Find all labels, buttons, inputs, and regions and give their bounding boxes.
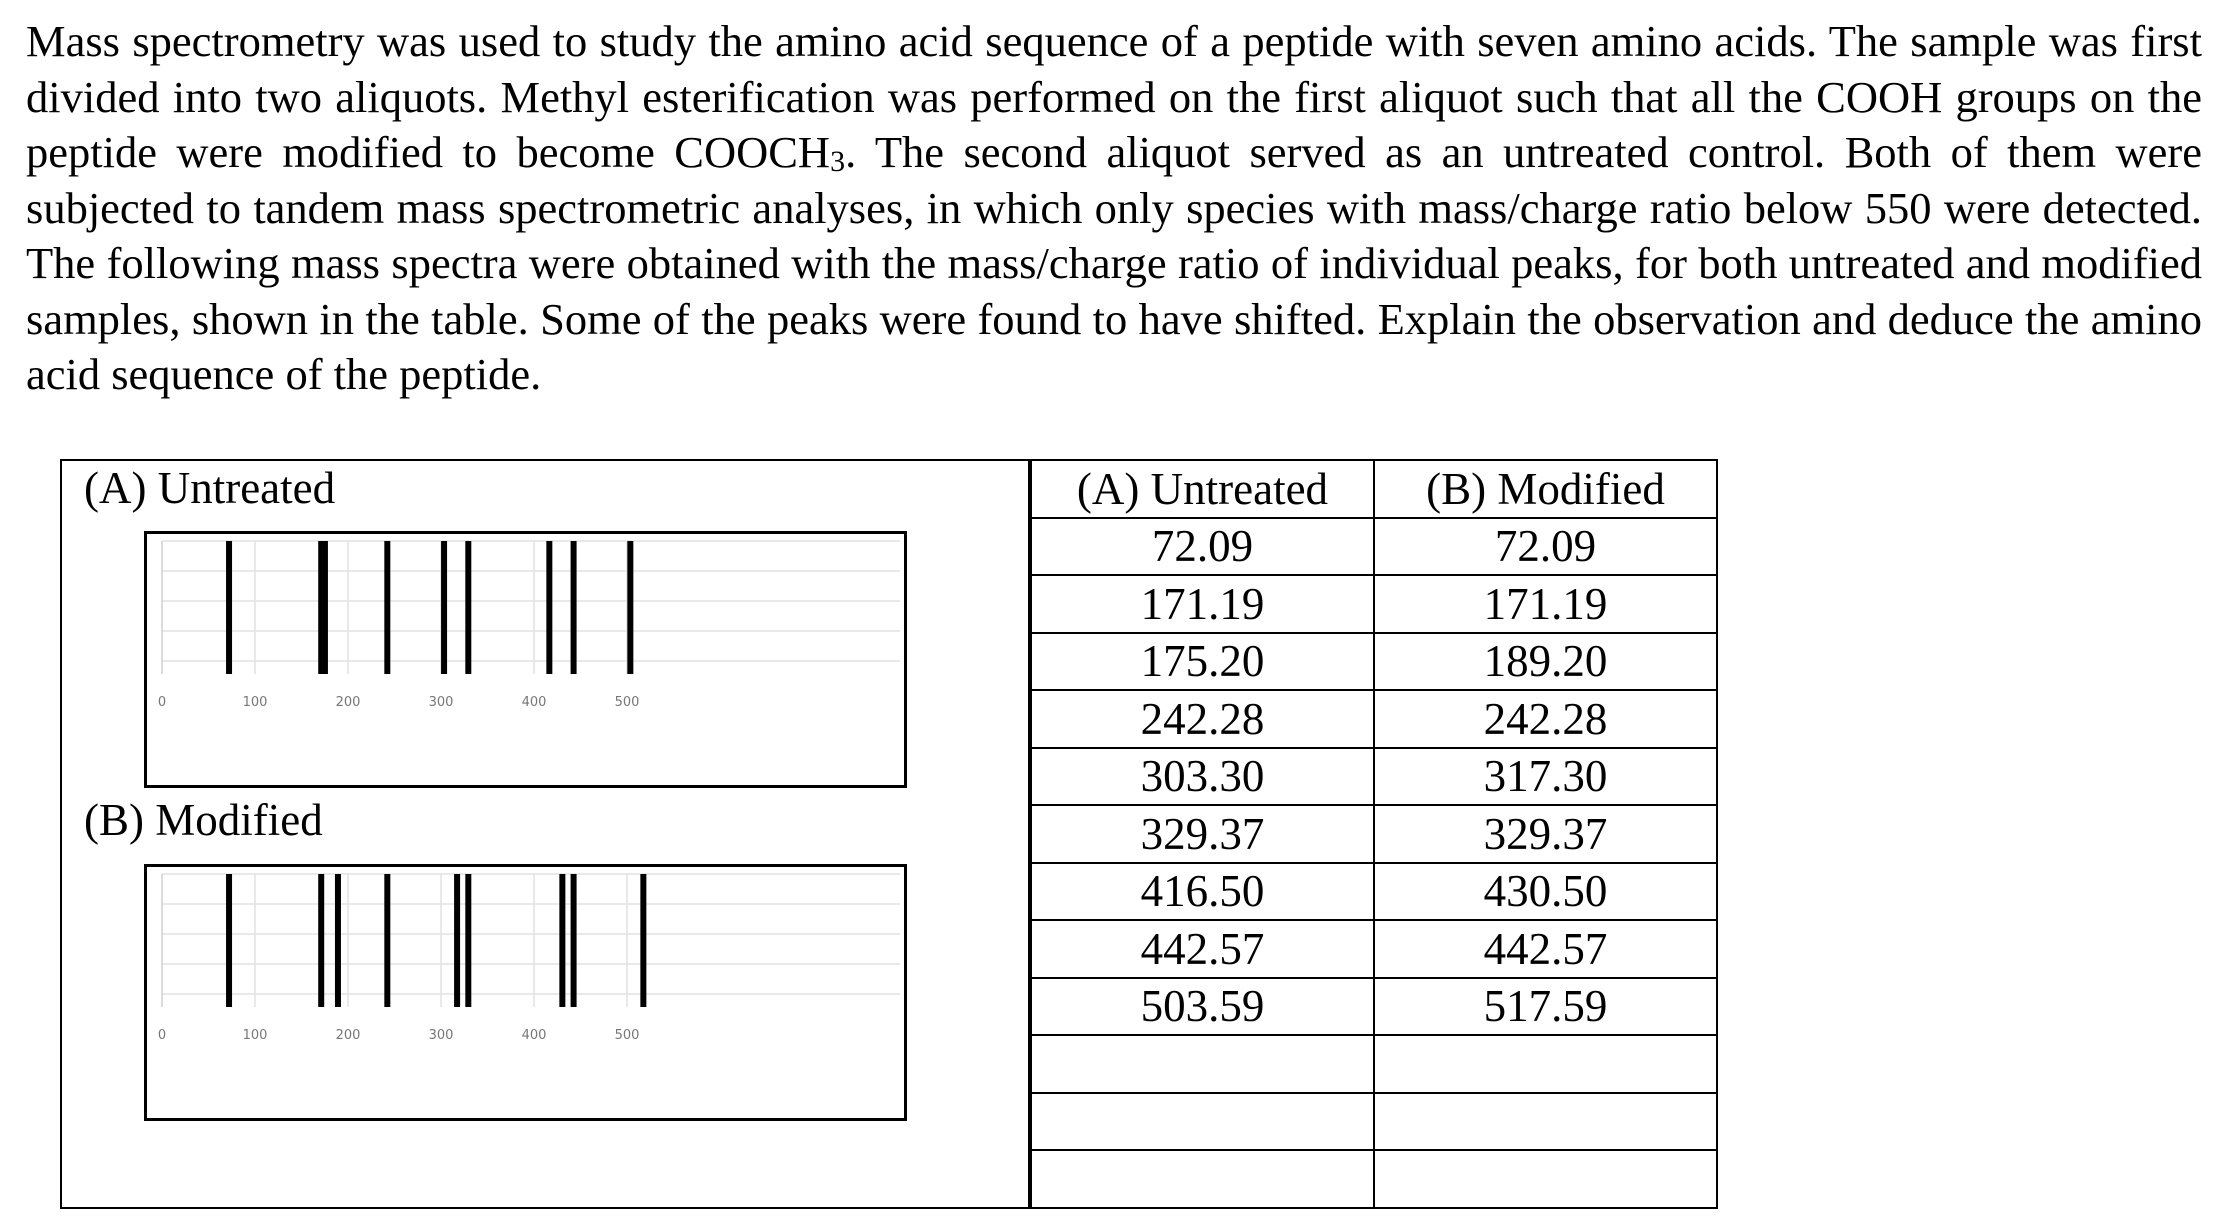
cell-untreated	[1031, 1035, 1374, 1093]
header-modified: (B) Modified	[1374, 460, 1717, 518]
cell-untreated: 503.59	[1031, 978, 1374, 1036]
cell-modified: 72.09	[1374, 518, 1717, 576]
cell-modified: 171.19	[1374, 575, 1717, 633]
cell-untreated	[1031, 1093, 1374, 1151]
cell-modified: 317.30	[1374, 748, 1717, 806]
modified-tick-label-0: 0	[157, 1028, 167, 1043]
table-row	[1031, 690, 1717, 748]
cell-untreated: 303.30	[1031, 748, 1374, 806]
table-row	[1031, 1093, 1717, 1151]
cell-modified: 430.50	[1374, 863, 1717, 921]
untreated-tick-label-300: 300	[428, 695, 454, 710]
spectrum-untreated	[144, 531, 907, 788]
cell-untreated: 416.50	[1031, 863, 1374, 921]
table-row	[1031, 633, 1717, 691]
cell-untreated: 329.37	[1031, 805, 1374, 863]
cell-modified: 242.28	[1374, 690, 1717, 748]
untreated-tick-label-500: 500	[614, 695, 640, 710]
spectrum-modified-plot	[147, 867, 904, 1118]
cell-modified	[1374, 1035, 1717, 1093]
panel-b-label: (B) Modified	[84, 795, 323, 845]
untreated-tick-label-0: 0	[157, 695, 167, 710]
cell-modified: 517.59	[1374, 978, 1717, 1036]
cell-untreated	[1031, 1150, 1374, 1208]
modified-tick-label-500: 500	[614, 1028, 640, 1043]
subscript-3: 3	[830, 145, 846, 178]
modified-tick-label-400: 400	[521, 1028, 547, 1043]
table-row	[1031, 978, 1717, 1036]
question-text-part2: . The second aliquot served as an untreated control. Both of them were subjected to tandem mass spectrometric analyses, in which only species with mass/charge ratio below 550 were detected. The following mass spectra were obtained with the mass/charge ratio of individual peaks, for both untreated and modified samples, shown in the table. Some of the peaks were found to have shifted. Explain the observation and deduce the amino acid sequence of the peptide.	[26, 127, 2202, 399]
cell-untreated: 72.09	[1031, 518, 1374, 576]
spectra-figure	[60, 459, 1030, 1209]
table-row	[1031, 518, 1717, 576]
table-row	[1031, 748, 1717, 806]
cell-untreated: 171.19	[1031, 575, 1374, 633]
cell-modified: 189.20	[1374, 633, 1717, 691]
cell-untreated: 442.57	[1031, 920, 1374, 978]
cell-modified: 442.57	[1374, 920, 1717, 978]
question-text	[26, 14, 2202, 403]
cell-untreated: 175.20	[1031, 633, 1374, 691]
question-text-part1: Mass spectrometry was used to study the amino acid sequence of a peptide with seven amino acids. The sample was first divided into two aliquots. Methyl esterification was performed on the first aliquot such that all the COOH groups on the peptide were modified to become COOCH	[26, 16, 2202, 177]
cell-modified: 329.37	[1374, 805, 1717, 863]
cell-modified	[1374, 1150, 1717, 1208]
cell-untreated: 242.28	[1031, 690, 1374, 748]
cell-modified	[1374, 1093, 1717, 1151]
modified-tick-label-300: 300	[428, 1028, 454, 1043]
spectrum-modified	[144, 864, 907, 1121]
modified-tick-label-200: 200	[335, 1028, 361, 1043]
table-header-row	[1031, 460, 1717, 518]
untreated-tick-label-100: 100	[242, 695, 268, 710]
table-row	[1031, 575, 1717, 633]
untreated-tick-label-400: 400	[521, 695, 547, 710]
modified-tick-label-100: 100	[242, 1028, 268, 1043]
header-untreated: (A) Untreated	[1031, 460, 1374, 518]
table-row	[1031, 1035, 1717, 1093]
table-row	[1031, 1150, 1717, 1208]
table-row	[1031, 920, 1717, 978]
panel-a-label: (A) Untreated	[84, 463, 336, 513]
spectrum-untreated-plot	[147, 534, 904, 785]
untreated-tick-label-200: 200	[335, 695, 361, 710]
peak-table	[1030, 459, 1718, 1209]
table-row	[1031, 805, 1717, 863]
table-body	[1031, 518, 1717, 1208]
table-row	[1031, 863, 1717, 921]
